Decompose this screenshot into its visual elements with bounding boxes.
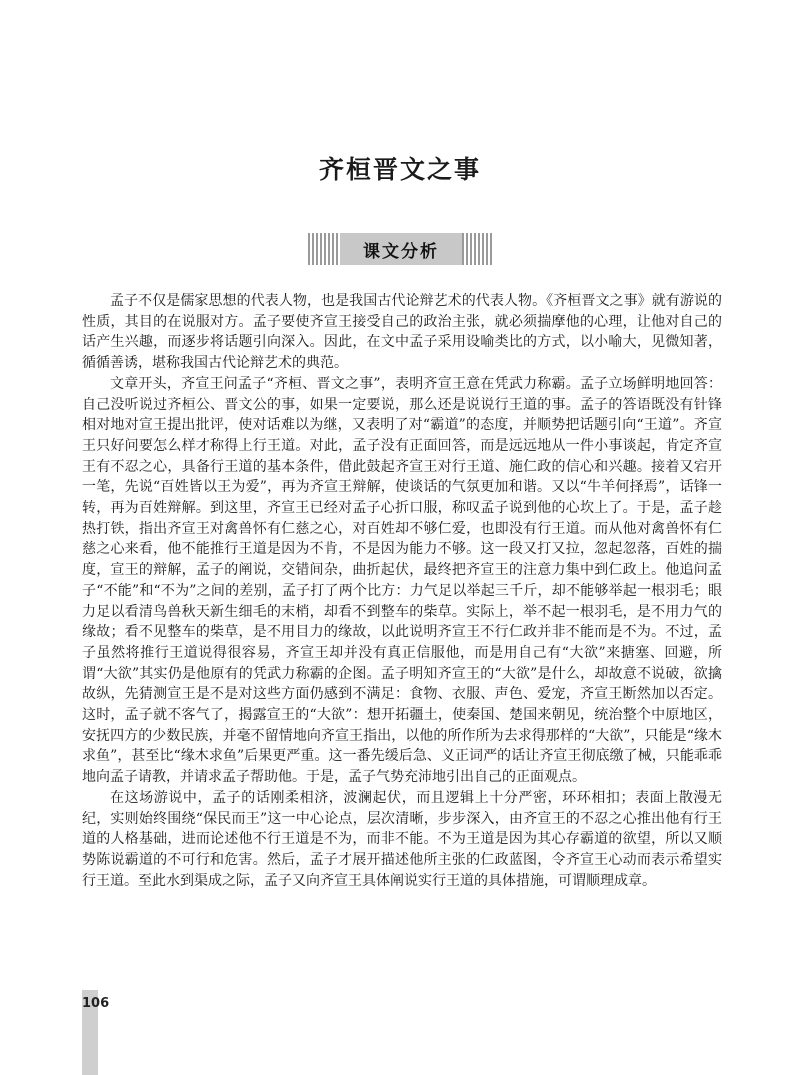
page-number: 106 (82, 996, 110, 1011)
decorative-stripes-left (308, 233, 340, 265)
section-heading: 课文分析 (340, 233, 462, 265)
paragraph-3: 在这场游说中，孟子的话刚柔相济，波澜起伏，而且逻辑上十分严密，环环相扣；表面上散漫无纪，实则始终围绕“保民而王”这一中心论点，层次清晰，步步深入，由齐宣王的不忍之心推出他有行王道的人格基础，进而论述他不行王道是不为，而非不能。不为王道是因为其心存霸道的欲望，所以又顺势陈说霸道的不可行和危害。然后，孟子才展开描述他所主张的仁政蓝图，令齐宣王心动而表示希望实行王道。至此水到渠成之际，孟子又向齐宣王具体阐说实行王道的具体措施，可谓顺理成章。 (82, 789, 722, 889)
paragraph-2: 文章开头，齐宣王问孟子“齐桓、晋文之事”，表明齐宣王意在凭武力称霸。孟子立场鲜明地回答：自己没听说过齐桓公、晋文公的事，如果一定要说，那么还是说说行王道的事。孟子的答语既没有针锋相对地对宣王提出批评，使对话难以为继，又表明了对“霸道”的态度，并顺势把话题引向“王道”。齐宣王只好问要怎么样才称得上行王道。对此，孟子没有正面回答，而是远远地从一件小事谈起，肯定齐宣王有不忍之心，具备行王道的基本条件，借此鼓起齐宣王对行王道、施仁政的信心和兴趣。接着又宕开一笔，先说“百姓皆以王为爱”，再为齐宣王辩解，使谈话的气氛更加和谐。又以“牛羊何择焉”，话锋一转，再为百姓辩解。到这里，齐宣王已经对孟子心折口服，称叹孟子说到他的心坎上了。于是，孟子趁热打铁，指出齐宣王对禽兽怀有仁慈之心，对百姓却不够仁爱，也即没有行王道。而从他对禽兽怀有仁慈之心来看，他不能推行王道是因为不肯，不是因为能力不够。这一段又打又拉，忽起忽落，百姓的揣度，宣王的辩解，孟子的阐说，交错间杂，曲折起伏，最终把齐宣王的注意力集中到仁政上。他追问孟子“不能”和“不为”之间的差别，孟子打了两个比方：力气足以举起三千斤，却不能够举起一根羽毛；眼力足以看清鸟兽秋天新生细毛的末梢，却看不到整车的柴草。实际上，举不起一根羽毛，是不用力气的缘故；看不见整车的柴草，是不用目力的缘故，以此说明齐宣王不行仁政并非不能而是不为。不过，孟子虽然将推行王道说得很容易，齐宣王却并没有真正信服他，而是用自己有“大欲”来搪塞、回避，所谓“大欲”其实仍是他原有的凭武力称霸的企图。孟子明知齐宣王的“大欲”是什么，却故意不说破，欲擒故纵，先猜测宣王是不是对这些方面仍感到不满足：食物、衣服、声色、爱宠，齐宣王断然加以否定。这时，孟子就不客气了，揭露宣王的“大欲”：想开拓疆土，使秦国、楚国来朝见，统治整个中原地区，安抚四方的少数民族，并毫不留情地向齐宣王指出，以他的所作所为去求得那样的“大欲”，只能是“缘木求鱼”，甚至比“缘木求鱼”后果更严重。这一番先缓后急、义正词严的话让齐宣王彻底缴了械，只能乖乖地向孟子请教，并请求孟子帮助他。于是，孟子气势充沛地引出自己的正面观点。 (82, 375, 722, 786)
paragraph-1: 孟子不仅是儒家思想的代表人物，也是我国古代论辩艺术的代表人物。《齐桓晋文之事》就有游说的性质，其目的在说服对方。孟子要使齐宣王接受自己的政治主张，就必须揣摩他的心理，让他对自己的话产生兴趣，而逐步将话题引向深入。因此，在文中孟子采用设喻类比的方式，以小喻大，见微知著，循循善诱，堪称我国古代论辩艺术的典范。 (82, 293, 722, 372)
decorative-stripes-right (462, 233, 494, 265)
body-text (82, 291, 722, 891)
section-heading-banner (308, 233, 494, 265)
page-title: 齐桓晋文之事 (318, 155, 481, 184)
